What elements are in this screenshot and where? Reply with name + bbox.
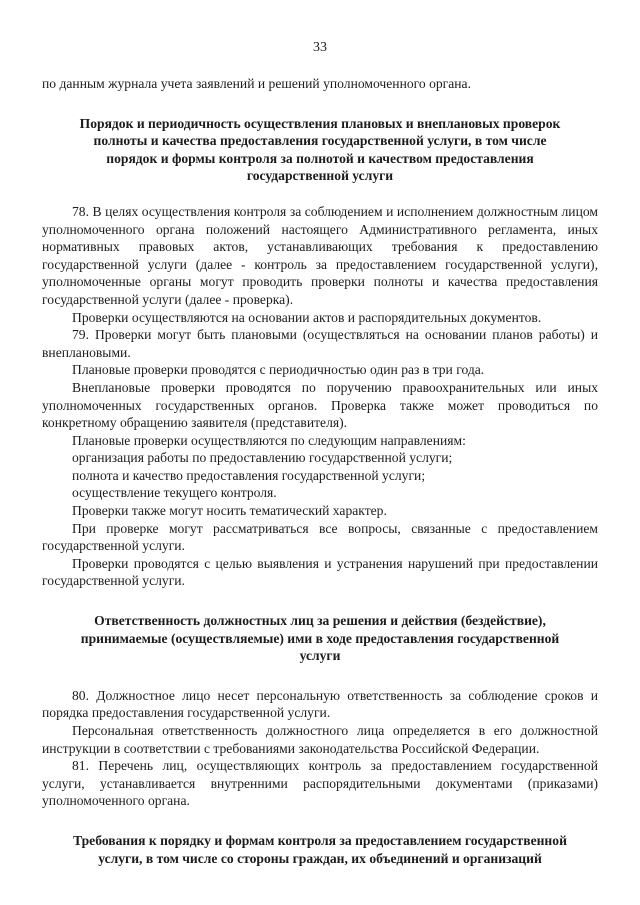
paragraph: 79. Проверки могут быть плановыми (осуществляться на основании планов работы) и внеплановыми. [42, 327, 598, 360]
page-number: 33 [313, 40, 327, 55]
paragraph: При проверке могут рассматриваться все вопросы, связанные с предоставлением государственной услуги. [42, 520, 598, 554]
section-heading-control-requirements: Требования к порядку и формам контроля за предоставлением государственной услуги, в том числе со стороны граждан, их объединений и организаций [73, 832, 567, 866]
list-item: организация работы по предоставлению государственной услуги; [72, 450, 453, 466]
paragraph: 78. В целях осуществления контроля за соблюдением и исполнением должностным лицом уполномоченного органа положений настоящего Административного регламента, иных нормативных правовых актов, устанавливающих требования к предоставлению государственной услуги (далее - контроль за предоставлением государственной услуги), уполномоченные органы могут проводить проверки полноты и качества предоставления государственной услуги (далее - проверка). [42, 203, 598, 307]
paragraph: Плановые проверки проводятся с периодичностью один раз в три года. [72, 362, 485, 378]
section-heading-inspections: Порядок и периодичность осуществления плановых и внеплановых проверок полноты и качества предоставления государственной услуги, в том числе порядок и формы контроля за полнотой и качеством предоставления государственной услуги [79, 115, 561, 184]
section-heading-responsibility: Ответственность должностных лиц за решения и действия (бездействие), принимаемые (осуществляемые) ими в ходе предоставления государственной услуги [80, 613, 560, 664]
paragraph: Проверки также могут носить тематический характер. [72, 503, 387, 519]
list-item: осуществление текущего контроля. [72, 485, 277, 501]
paragraph: Проверки осуществляются на основании актов и распорядительных документов. [72, 309, 542, 325]
list-item: полнота и качество предоставления государственной услуги; [72, 467, 426, 483]
paragraph: Плановые проверки осуществляются по следующим направлениям: [72, 432, 466, 448]
paragraph: 81. Перечень лиц, осуществляющих контроль за предоставлением государственной услуги, устанавливается внутренними распорядительными документами (приказами) уполномоченного органа. [42, 758, 598, 809]
paragraph: Проверки проводятся с целью выявления и устранения нарушений при предоставлении государственной услуги. [42, 555, 598, 589]
paragraph: 80. Должностное лицо несет персональную ответственность за соблюдение сроков и порядка предоставления государственной услуги. [42, 687, 598, 721]
page-content [42, 75, 598, 867]
paragraph: Персональная ответственность должностного лица определяется в его должностной инструкции в соответствии с требованиями законодательства Российской Федерации. [42, 723, 598, 756]
continuation-text: по данным журнала учета заявлений и решений уполномоченного органа. [42, 76, 471, 91]
paragraph: Внеплановые проверки проводятся по поручению правоохранительных или иных уполномоченных государственных органов. Проверка также может проводиться по конкретному обращению заявителя (представителя). [42, 379, 598, 431]
